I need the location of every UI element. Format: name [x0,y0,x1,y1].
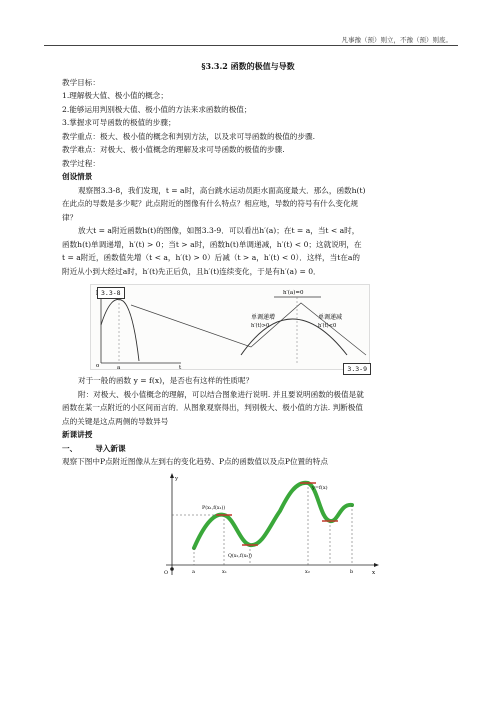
axis-t-label: t [179,365,182,369]
para1-line1: 观察图3.3-8，我们发现，t = a时，高台跳水运动员距水面高度最大．那么，函数h(t) [78,185,366,195]
curve-label: y=f(x) [312,484,328,491]
y-label: y [175,475,179,482]
goals-label: 教学目标： [62,77,100,87]
difficulties: 教学难点：对极大、极小值概念的理解及求可导函数的极值的步骤. [62,145,285,154]
figure-label-3-3-8: 3.3-8 [97,287,125,299]
decrease-label: 单调递减 [318,314,343,321]
diver-height-figure [90,284,370,373]
goal-item-1: 1.理解极大值、极小值的概念； [62,91,168,100]
increase-sub: h′(t)>0 [251,323,270,329]
note-line2: 函数在某一点附近的小区间而言的．从图象观察得出，判别极大、极小值的方法. 判断极值 [62,403,363,412]
para2-line3: t = a附近，函数值先增（t < a，h′(t) > 0）后减（t > a，h′(t) < 0）．这样，当t在a的 [62,253,360,262]
b-tick: b [350,568,354,575]
goal-item-2: 2.能够运用判别极大值、极小值的方法来求函数的极值； [62,104,252,114]
q-label: Q(x₂,f(x₂)) [228,553,252,559]
height-curve [101,299,139,361]
origin-label: o [96,363,100,369]
section1-heading [62,442,434,456]
para2-line4: 附近从小到大经过a时，h′(t)先正后负，且h′(t)连续变化，于是有h′(a) = 0． [62,266,321,276]
new-lesson-heading: 新课讲授 [62,430,93,439]
para2-line1: 放大t = a附近函数h(t)的图像，如图3.3-9．可以看出h′(a)；在t = a，当t < a时， [78,226,360,235]
header-rule [44,45,458,46]
p-label: P(x₁,f(x₁)) [202,505,226,511]
x-arrow [374,563,379,567]
document-body [62,56,434,583]
a-tick: a [192,568,195,575]
y-arrow [170,473,174,478]
x-label: x [372,569,376,576]
extrema-figure [162,473,382,583]
figure-label-3-3-9: 3.3-9 [343,363,371,375]
origin-label: O [164,569,169,576]
para1-line3: 律？ [62,212,78,222]
para1-line2: 在此点的导数是多少呢？此点附近的图像有什么特点？相应地，导数的符号有什么变化规 [62,199,359,208]
section1-num: 一、 [62,443,78,453]
process-label: 教学过程： [62,158,100,168]
note-line1: 附：对极大、极小值概念的理解，可以结合图象进行说明. 并且要说明函数的极值是就 [78,389,364,399]
page-title: §3.3.2 函数的极值与导数 [201,61,295,71]
top-label: h′(a)=0 [283,290,304,296]
x2-tick: x₂ [305,568,310,575]
point-a-label: a [117,365,121,369]
goal-item-3: 3.掌握求可导函数的极值的步骤； [62,118,176,127]
section1-title: 导入新课 [95,443,126,453]
para2-line2: 函数h(t)单调递增，h′(t) > 0；当t > a时，函数h(t)单调递减，h′(t) < 0；这就说明，在 [62,239,362,249]
x1-tick: x₁ [222,568,227,575]
increase-label: 单调递增 [251,314,276,321]
page-header: 凡事豫（预）则立，不豫（预）则废。 [341,36,452,44]
decrease-sub: h′(t)<0 [318,323,337,329]
observe-text: 观察下图中P点附近图像从左到右的变化趋势、P点的函数值以及点P位置的特点 [62,457,328,466]
note-line3: 点的关键是这点两侧的导数异号 [62,416,169,426]
zoom-connector [131,303,366,355]
extrema-graph [162,473,382,583]
scene-heading: 创设情景 [62,172,93,181]
question: 对于一般的函数 y = f(x)，是否也有这样的性质呢？ [78,376,254,385]
origin-dot [170,567,174,571]
key-points: 教学重点：极大、极小值的概念和判别方法，以及求可导函数的极值的步骤. [62,131,316,141]
diver-height-graph [91,285,369,369]
